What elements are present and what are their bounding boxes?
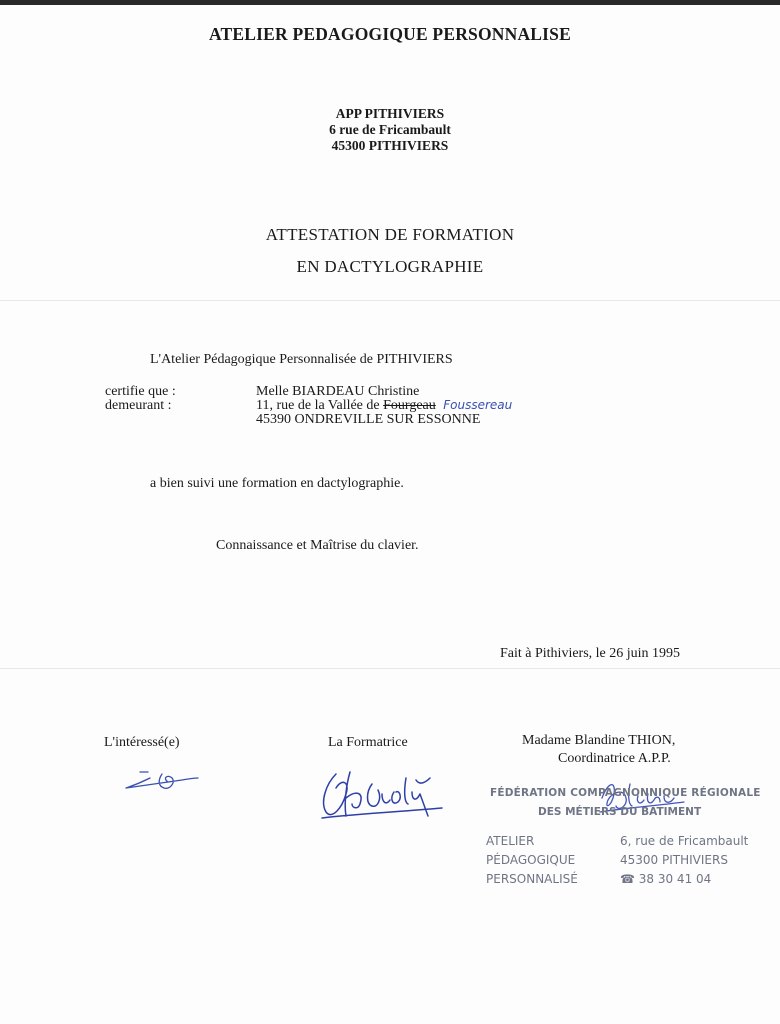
- app-street: 6 rue de Fricambault: [329, 122, 451, 137]
- stamp-right-block: [620, 832, 748, 889]
- trainee-signature-label: L'intéressé(e): [104, 735, 180, 750]
- fold-line-top: [0, 300, 780, 301]
- coordinator-role: Coordinatrice A.P.P.: [558, 751, 671, 766]
- stamp-federation-line1: FÉDÉRATION COMPAGNONNIQUE RÉGIONALE: [490, 787, 761, 799]
- fold-line-bottom: [0, 668, 780, 669]
- stamp-left-block: [486, 832, 578, 889]
- trainee-name: Melle BIARDEAU Christine: [256, 384, 420, 399]
- trainee-address-city: 45390 ONDREVILLE SUR ESSONNE: [256, 412, 481, 427]
- certifie-label: certifie que :: [105, 384, 176, 399]
- stamp-street: 6, rue de Fricambault: [620, 834, 749, 848]
- stamp-left-line: PERSONNALISÉ: [486, 872, 578, 886]
- formation-statement: a bien suivi une formation en dactylographie.: [150, 476, 404, 491]
- stamp-federation-line2: DES MÉTIERS DU BATIMENT: [538, 806, 702, 818]
- address-struck-word: Fourgeau: [383, 398, 436, 413]
- stamp-phone: ☎ 38 30 41 04: [620, 872, 712, 886]
- stamp-left-line: PÉDAGOGIQUE: [486, 853, 576, 867]
- stamp-left-line: ATELIER: [486, 834, 535, 848]
- top-edge-line: [0, 0, 780, 5]
- intro-text: L'Atelier Pédagogique Personnalisée de PITHIVIERS: [150, 352, 453, 367]
- app-name: APP PITHIVIERS: [335, 106, 445, 121]
- trainer-signature-image: [316, 764, 446, 826]
- trainee-signature-image: [122, 766, 202, 796]
- attestation-title-line2: EN DACTYLOGRAPHIE: [296, 257, 484, 276]
- stamp-city: 45300 PITHIVIERS: [620, 853, 728, 867]
- address-prefix: 11, rue de la Vallée de: [256, 398, 380, 413]
- document-header: ATELIER PEDAGOGIQUE PERSONNALISE: [209, 24, 571, 44]
- trainer-signature-label: La Formatrice: [328, 735, 408, 750]
- demeurant-label: demeurant :: [105, 398, 172, 413]
- app-address-block: [0, 106, 780, 154]
- skill-description: Connaissance et Maîtrise du clavier.: [216, 538, 419, 553]
- address-handwritten-correction: Foussereau: [443, 398, 513, 412]
- attestation-title-line1: ATTESTATION DE FORMATION: [265, 225, 515, 244]
- place-date: Fait à Pithiviers, le 26 juin 1995: [500, 646, 681, 661]
- app-city: 45300 PITHIVIERS: [331, 138, 449, 153]
- coordinator-name: Madame Blandine THION,: [522, 733, 676, 748]
